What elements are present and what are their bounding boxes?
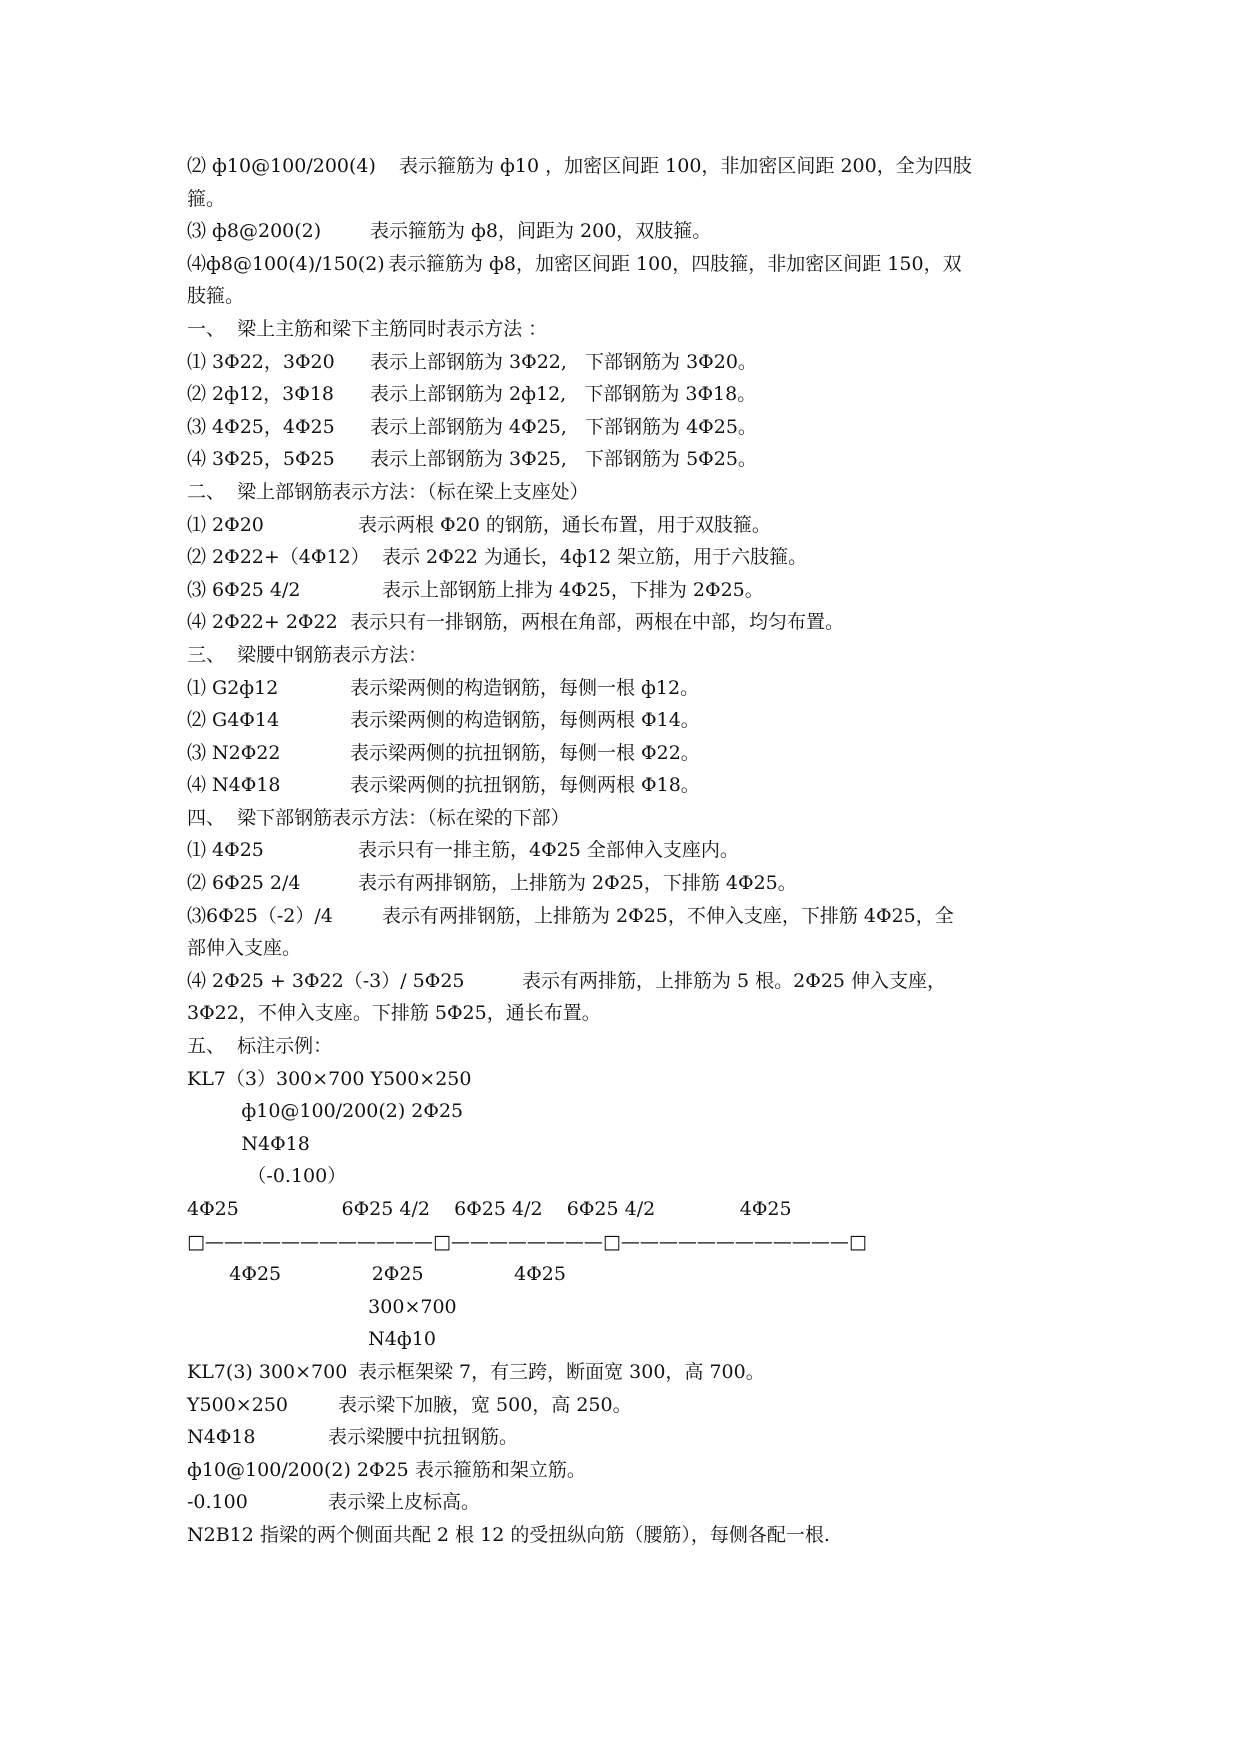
section-heading-text: 五、 标注示例： xyxy=(187,1035,333,1058)
text-line xyxy=(187,867,1087,900)
line-description: 表示梁下加腋，宽 500，高 250。 xyxy=(338,1393,632,1416)
text-line xyxy=(187,1421,1087,1454)
line-code: ⑵ G4Φ14 xyxy=(187,709,280,732)
example-line xyxy=(187,1063,1087,1096)
line-description: 表示上部钢筋为 2ф12, 下部钢筋为 3Φ18。 xyxy=(370,383,757,406)
example-line xyxy=(187,1128,1087,1161)
line-description: 表示上部钢筋为 3Φ25, 下部钢筋为 5Φ25。 xyxy=(370,448,757,471)
line-code: ⑵ ф10@100/200(4) xyxy=(187,155,376,177)
section-heading xyxy=(187,802,1087,835)
line-code: ⑶ 6Φ25 4/2 xyxy=(187,578,301,601)
line-description: 表示箍筋为 ф8，加密区间距 100，四肢箍，非加密区间距 150，双 xyxy=(388,252,962,275)
example-text: N4ф10 xyxy=(187,1328,436,1351)
text-line xyxy=(187,1519,1087,1552)
section-heading xyxy=(187,476,1087,509)
line-description: 表示两根 Φ20 的钢筋，通长布置，用于双肢箍。 xyxy=(358,513,771,536)
text-line xyxy=(187,248,1087,281)
text-line xyxy=(187,1356,1087,1389)
section-heading-text: 一、 梁上主筋和梁下主筋同时表示方法 ： xyxy=(187,317,548,340)
line-code: ⑷ 3Φ25，5Φ25 xyxy=(187,448,335,471)
text-line xyxy=(187,834,1087,867)
line-code: 3Φ22，不伸入支座。下排筋 5Φ25，通长布置。 xyxy=(187,1002,601,1025)
text-line xyxy=(187,346,1087,379)
line-code: ⑶6Φ25（-2）/4 xyxy=(187,904,333,927)
line-code: ⑵ 6Φ25 2/4 xyxy=(187,872,301,895)
line-description: 表示梁腰中抗扭钢筋。 xyxy=(328,1426,519,1449)
line-description: 表示有两排筋，上排筋为 5 根。2Φ25 伸入支座， xyxy=(522,969,947,992)
section-heading xyxy=(187,1030,1087,1063)
text-line xyxy=(187,769,1087,802)
line-description: 表示箍筋为 ф10 ，加密区间距 100，非加密区间距 200，全为四肢 xyxy=(399,155,972,177)
section-heading xyxy=(187,313,1087,346)
text-line xyxy=(187,443,1087,476)
line-code: ⑷ф8@100(4)/150(2) xyxy=(187,252,385,275)
text-line xyxy=(187,997,1087,1030)
line-description: 表示只有一排主筋，4Φ25 全部伸入支座内。 xyxy=(358,839,739,862)
line-description: 表示梁两侧的抗扭钢筋，每侧两根 Φ18。 xyxy=(350,774,700,797)
line-code: ⑷ N4Φ18 xyxy=(187,774,281,797)
line-code: KL7(3) 300×700 xyxy=(187,1360,348,1383)
line-code: ⑶ N2Φ22 xyxy=(187,741,281,764)
example-text: N4Φ18 xyxy=(187,1132,310,1155)
line-code: ⑴ 3Φ22，3Φ20 xyxy=(187,350,335,373)
text-line xyxy=(187,1486,1087,1519)
text-line xyxy=(187,932,1087,965)
example-line xyxy=(187,1291,1087,1324)
example-line xyxy=(187,1323,1087,1356)
line-description: 表示箍筋为 ф8，间距为 200，双肢箍。 xyxy=(370,220,712,243)
section-heading xyxy=(187,639,1087,672)
line-description: 表示梁两侧的构造钢筋，每侧一根 ф12。 xyxy=(350,676,700,699)
text-line xyxy=(187,541,1087,574)
line-description: 表示上部钢筋为 4Φ25, 下部钢筋为 4Φ25。 xyxy=(370,415,757,438)
line-description: 表示 2Φ22 为通长，4ф12 架立筋，用于六肢箍。 xyxy=(382,546,808,569)
text-line xyxy=(187,737,1087,770)
example-line xyxy=(187,1193,1087,1226)
example-text: ф10@100/200(2) 2Φ25 xyxy=(187,1100,464,1123)
line-code: ⑷ 2Φ25 + 3Φ22（-3）/ 5Φ25 xyxy=(187,969,465,992)
line-description: 表示梁两侧的抗扭钢筋，每侧一根 Φ22。 xyxy=(350,741,700,764)
text-line xyxy=(187,900,1087,933)
text-line xyxy=(187,606,1087,639)
line-code: -0.100 xyxy=(187,1491,248,1514)
line-code: ⑵ 2Φ22+（4Φ12） xyxy=(187,546,370,569)
line-code: 部伸入支座。 xyxy=(187,937,302,960)
line-description: 表示上部钢筋上排为 4Φ25，下排为 2Φ25。 xyxy=(382,578,764,601)
section-heading-text: 三、 梁腰中钢筋表示方法： xyxy=(187,643,428,666)
line-description: 表示只有一排钢筋，两根在角部，两根在中部，均匀布置。 xyxy=(350,611,845,634)
line-code: ⑷ 2Φ22+ 2Φ22 xyxy=(187,611,338,634)
example-line xyxy=(187,1258,1087,1291)
section-heading-text: 四、 梁下部钢筋表示方法：（标在梁的下部） xyxy=(187,806,570,829)
line-code: ⑴ 4Φ25 xyxy=(187,839,264,862)
line-description: 表示有两排钢筋，上排筋为 2Φ25，不伸入支座，下排筋 4Φ25，全 xyxy=(382,904,954,927)
line-code: ⑶ 4Φ25，4Φ25 xyxy=(187,415,335,438)
beam-diagram-text: □————————————□————————□————————————□ xyxy=(187,1230,867,1253)
line-description: 表示框架梁 7，有三跨，断面宽 300，高 700。 xyxy=(358,1360,765,1383)
section-heading-text: 二、 梁上部钢筋表示方法：（标在梁上支座处） xyxy=(187,480,589,503)
text-line xyxy=(187,215,1087,248)
line-code: ⑶ ф8@200(2) xyxy=(187,220,322,243)
text-line xyxy=(187,183,1087,216)
line-code: N4Φ18 xyxy=(187,1426,256,1449)
text-line xyxy=(187,509,1087,542)
line-description: 表示有两排钢筋，上排筋为 2Φ25，下排筋 4Φ25。 xyxy=(358,872,797,895)
example-text: KL7（3）300×700 Y500×250 xyxy=(187,1067,472,1090)
line-code: ф10@100/200(2) 2Φ25 表示箍筋和架立筋。 xyxy=(187,1458,586,1481)
example-text: 4Φ25 6Φ25 4/2 6Φ25 4/2 6Φ25 4/2 4Φ25 xyxy=(187,1198,792,1220)
line-code: 箍。 xyxy=(187,187,226,210)
text-line xyxy=(187,1389,1087,1422)
example-text: 4Φ25 2Φ25 4Φ25 xyxy=(187,1263,566,1286)
text-line xyxy=(187,574,1087,607)
line-description: 表示梁两侧的构造钢筋，每侧两根 Φ14。 xyxy=(350,709,700,732)
text-line xyxy=(187,1454,1087,1487)
line-code: N2B12 指梁的两个侧面共配 2 根 12 的受扭纵向筋（腰筋），每侧各配一根. xyxy=(187,1523,830,1546)
document-body xyxy=(187,150,1087,1552)
text-line xyxy=(187,704,1087,737)
line-code: ⑴ 2Φ20 xyxy=(187,513,264,536)
example-text: （-0.100） xyxy=(187,1165,347,1188)
example-text: 300×700 xyxy=(187,1295,457,1318)
text-line xyxy=(187,411,1087,444)
line-code: Y500×250 xyxy=(187,1393,288,1416)
line-description: 表示梁上皮标高。 xyxy=(328,1491,481,1514)
line-description: 表示上部钢筋为 3Φ22, 下部钢筋为 3Φ20。 xyxy=(370,350,757,373)
beam-diagram-line xyxy=(187,1226,1087,1259)
text-line xyxy=(187,672,1087,705)
line-code: ⑵ 2ф12，3Φ18 xyxy=(187,383,335,406)
text-line xyxy=(187,280,1087,313)
text-line xyxy=(187,965,1087,998)
text-line xyxy=(187,378,1087,411)
text-line xyxy=(187,150,1087,183)
example-line xyxy=(187,1160,1087,1193)
line-code: ⑴ G2ф12 xyxy=(187,676,279,699)
example-line xyxy=(187,1095,1087,1128)
line-code: 肢箍。 xyxy=(187,285,245,308)
